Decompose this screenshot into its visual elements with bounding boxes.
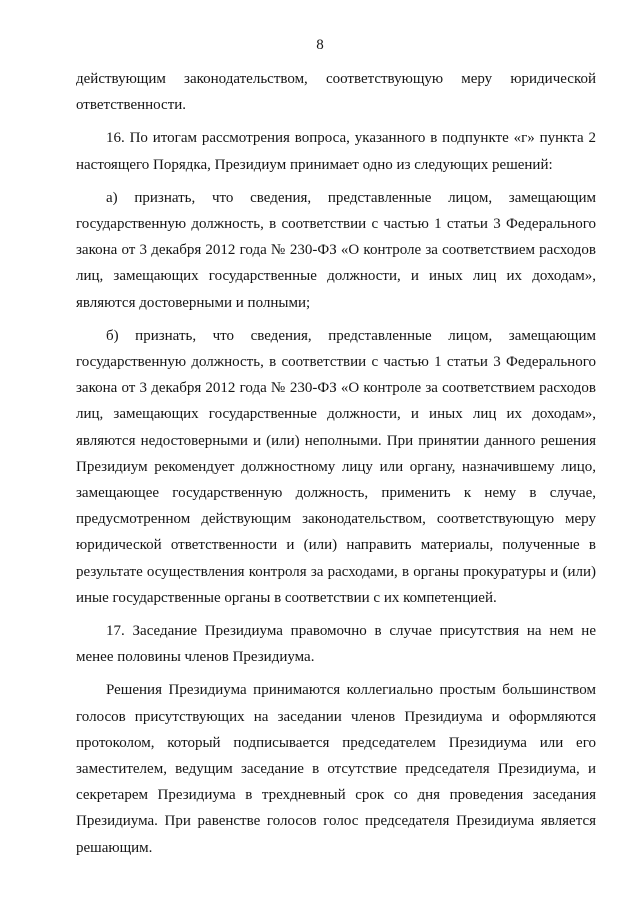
paragraph-decisions: Решения Президиума принимаются коллегиально простым большинством голосов присутствующих на заседании членов Президиума и оформляются протоколом, который подписывается председателем Президиума или его заместителем, ведущим заседание в отсутствие председателя Президиума, и секретарем Президиума в трехдневный срок со дня проведения заседания Президиума. При равенстве голосов голос председателя Президиума является решающим. [76, 682, 596, 856]
paragraph-item-17: 17. Заседание Президиума правомочно в случае присутствия на нем не менее половины членов Президиума. [76, 623, 596, 666]
paragraph-continuation: действующим законодательством, соответствующую меру юридической ответственности. [76, 71, 596, 114]
paragraph-subitem-b: б) признать, что сведения, представленные лицом, замещающим государственную должность, в соответствии с частью 1 статьи 3 Федерального закона от 3 декабря 2012 года № 230-ФЗ «О контроле за соответствием расходов лиц, замещающих государственные должности, и иных лиц их доходам», являются недостоверными и (или) неполными. При принятии данного решения Президиум рекомендует должностному лицу или органу, назначившему лицо, замещающее государственную должность, применить к нему в случае, предусмотренном действующим законодательством, соответствующую меру юридической ответственности и (или) направить материалы, полученные в результате осуществления контроля за расходами, в органы прокуратуры и (или) иные государственные органы в соответствии с их компетенцией. [76, 327, 596, 606]
paragraph-item-16: 16. По итогам рассмотрения вопроса, указанного в подпункте «г» пункта 2 настоящего Порядка, Президиум принимает одно из следующих решений: [76, 130, 596, 173]
page-number: 8 [316, 37, 324, 53]
paragraph-subitem-a: а) признать, что сведения, представленные лицом, замещающим государственную должность, в соответствии с частью 1 статьи 3 Федерального закона от 3 декабря 2012 года № 230-ФЗ «О контроле за соответствием расходов лиц, замещающих государственные должности, и иных лиц их доходам», являются достоверными и полными; [76, 189, 596, 311]
document-body [76, 66, 596, 868]
